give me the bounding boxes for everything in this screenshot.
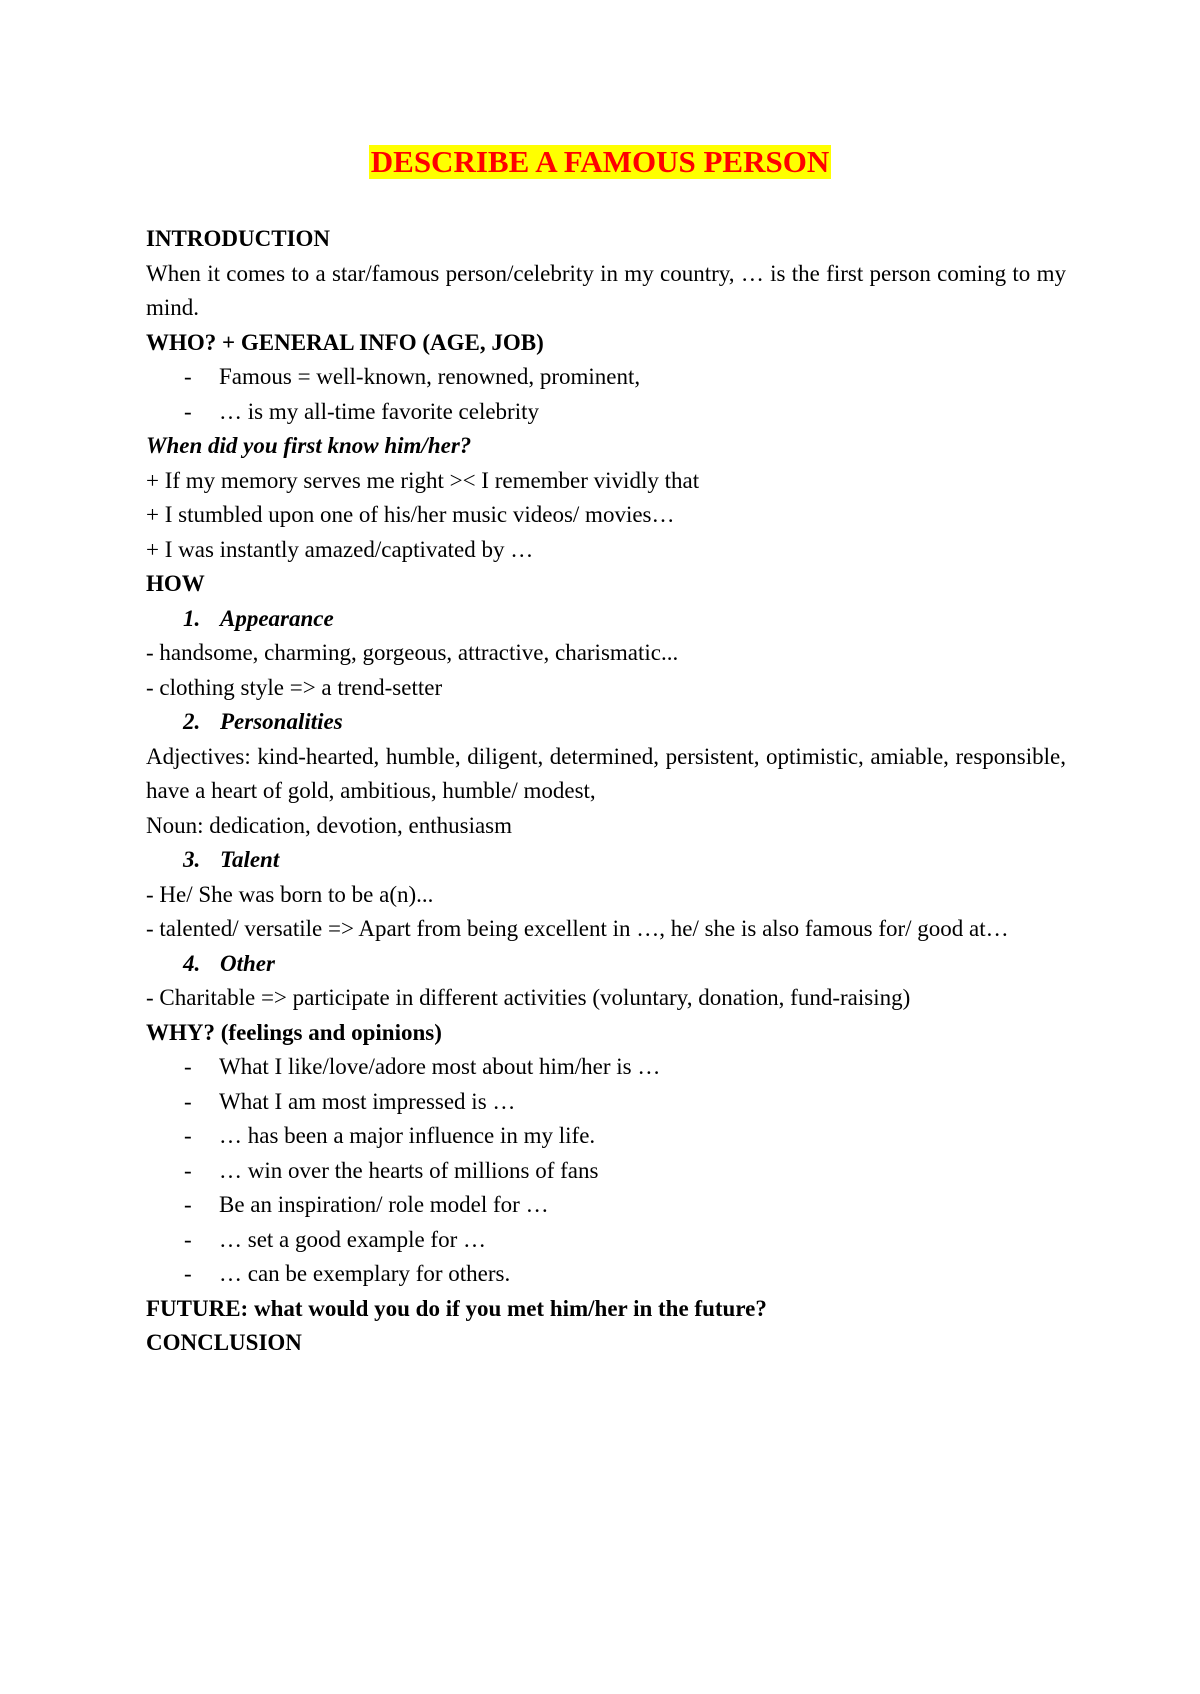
why-bullet [146,1154,1066,1189]
appearance-line: - handsome, charming, gorgeous, attractive, charismatic... [146,640,679,665]
why-bullet [146,1223,1066,1258]
section-number: 4. [183,950,201,976]
who-heading: WHO? + GENERAL INFO (AGE, JOB) [146,329,544,355]
why-bullet-text: … has been a major influence in my life. [219,1123,596,1148]
section-number: 3. [183,847,201,872]
bullet-dash: - [184,1123,192,1148]
personalities-nouns: Noun: dedication, devotion, enthusiasm [146,812,513,838]
why-bullet [146,1085,1066,1120]
page-title: DESCRIBE A FAMOUS PERSON [370,144,830,179]
why-bullet-text: What I am most impressed is … [219,1088,516,1114]
why-bullet [146,1050,1066,1085]
why-bullet-text: What I like/love/adore most about him/her is … [219,1054,661,1079]
bullet-dash: - [184,1192,192,1217]
introduction-heading: INTRODUCTION [146,226,331,251]
document-body [146,222,1066,1361]
section-number: 1. [183,605,201,631]
bullet-dash: - [184,398,192,424]
plus-line: + If my memory serves me right >< I remember vividly that [146,467,700,493]
title-wrap [0,145,1200,179]
who-bullet [146,360,1066,395]
why-bullet [146,1119,1066,1154]
section-title: Other [220,950,275,976]
section-heading-other [146,947,1066,982]
section-heading-personalities [146,705,1066,740]
section-heading-appearance [146,602,1066,637]
who-bullet-text: … is my all-time favorite celebrity [219,398,539,424]
who-bullet [146,395,1066,430]
bullet-dash: - [184,1226,192,1252]
first-know-question: When did you first know him/her? [146,433,472,458]
future-heading: FUTURE: what would you do if you met him/her in the future? [146,1295,767,1321]
bullet-dash: - [184,1157,192,1183]
why-bullet-text: … win over the hearts of millions of fans [219,1157,599,1183]
why-bullet-text: … can be exemplary for others. [219,1261,511,1286]
who-bullet-text: Famous = well-known, renowned, prominent, [219,364,641,389]
other-line: - Charitable => participate in different activities (voluntary, donation, fund-raising) [146,985,911,1010]
bullet-dash: - [184,1054,192,1079]
why-bullet-text: … set a good example for … [219,1226,486,1252]
section-number: 2. [183,709,201,734]
why-heading: WHY? (feelings and opinions) [146,1019,442,1045]
why-bullet-text: Be an inspiration/ role model for … [219,1192,549,1217]
introduction-text: When it comes to a star/famous person/celebrity in my country, … is the first person coming to my mind. [146,260,1066,320]
appearance-line: - clothing style => a trend-setter [146,674,443,700]
bullet-dash: - [184,364,192,389]
section-title: Personalities [220,709,343,734]
personalities-adjectives: Adjectives: kind-hearted, humble, diligent, determined, persistent, optimistic, amiable, responsible, have a heart of gold, ambitious, humble/ modest, [146,743,1066,803]
section-title: Appearance [220,605,334,631]
why-bullet [146,1188,1066,1223]
talent-line: - talented/ versatile => Apart from being excellent in …, he/ she is also famous for/ good at… [146,916,1009,941]
section-title: Talent [220,847,280,872]
why-bullet [146,1257,1066,1292]
talent-line: - He/ She was born to be a(n)... [146,881,434,907]
section-heading-talent [146,843,1066,878]
bullet-dash: - [184,1261,192,1286]
conclusion-heading: CONCLUSION [146,1330,302,1355]
bullet-dash: - [184,1088,192,1114]
plus-line: + I stumbled upon one of his/her music videos/ movies… [146,502,675,527]
plus-line: + I was instantly amazed/captivated by … [146,536,534,562]
how-heading: HOW [146,571,205,596]
